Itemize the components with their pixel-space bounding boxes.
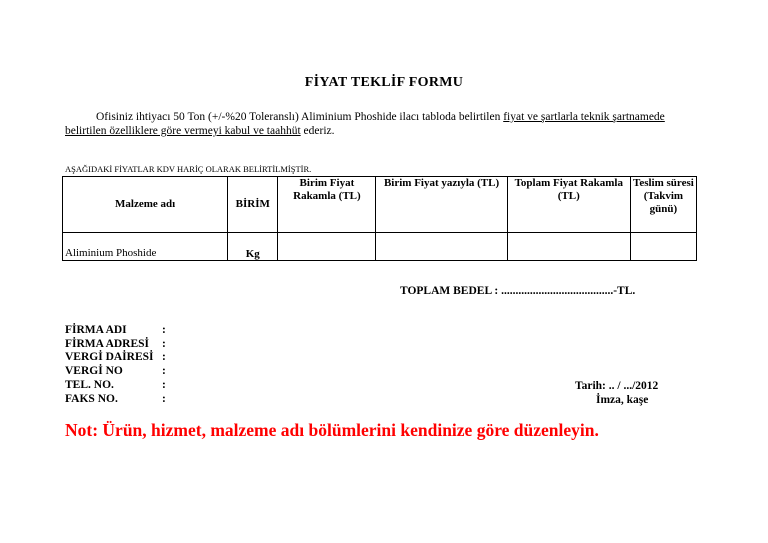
field-colon: : <box>162 365 166 378</box>
field-colon: : <box>162 337 166 350</box>
intro-paragraph <box>65 110 665 138</box>
table-header-row <box>63 177 697 233</box>
table-row <box>63 233 697 261</box>
header-total-price: Toplam Fiyat Rakamla (TL) <box>507 177 630 233</box>
field-colon: : <box>162 378 166 391</box>
cell-unit-price-written[interactable] <box>376 233 507 261</box>
signature-line: İmza, kaşe <box>596 394 649 406</box>
total-amount-line: TOPLAM BEDEL : .......................................-TL. <box>400 285 636 297</box>
fax-label: FAKS NO. <box>65 392 118 405</box>
company-address-label: FİRMA ADRESİ <box>65 337 150 350</box>
cell-total-price[interactable] <box>507 233 630 261</box>
cell-material-name: Aliminium Phoshide <box>63 233 228 261</box>
company-info-block <box>65 324 166 406</box>
company-field-row <box>65 351 166 365</box>
header-material-name: Malzeme adı <box>63 177 228 233</box>
field-colon: : <box>162 392 166 405</box>
company-field-row <box>65 379 166 393</box>
field-colon: : <box>162 351 166 364</box>
field-colon: : <box>162 324 166 336</box>
phone-label: TEL. NO. <box>65 378 114 391</box>
vat-note: AŞAĞIDAKİ FİYATLAR KDV HARİÇ OLARAK BELİRTİLMİŞTİR. <box>65 164 312 174</box>
form-title: FİYAT TEKLİF FORMU <box>304 75 464 90</box>
red-note: Not: Ürün, hizmet, malzeme adı bölümlerini kendinize göre düzenleyin. <box>65 420 599 440</box>
company-field-row <box>65 393 166 407</box>
intro-end-text: ederiz. <box>300 125 335 137</box>
intro-text: Ofisiniz ihtiyacı 50 Ton (+/-%20 Toleranslı) Aliminium Phoshide ilacı tabloda belirtilen <box>96 111 504 123</box>
company-name-label: FİRMA ADI <box>65 324 127 336</box>
header-delivery-time: Teslim süresi (Takvim günü) <box>630 177 696 233</box>
intro-underlined-text: fiyat ve şartlarla teknik şartnamede belirtilen özelliklere göre vermeyi kabul ve taahhüt <box>65 111 665 137</box>
cell-delivery-time[interactable] <box>630 233 696 261</box>
date-line: Tarih: .. / .../2012 <box>575 380 659 392</box>
tax-number-label: VERGİ NO <box>65 365 123 378</box>
price-table <box>62 176 697 261</box>
company-field-row <box>65 338 166 352</box>
cell-unit-price-numeric[interactable] <box>278 233 376 261</box>
header-unit-price-numeric: Birim Fiyat Rakamla (TL) <box>278 177 376 233</box>
header-unit-price-written: Birim Fiyat yazıyla (TL) <box>376 177 507 233</box>
tax-office-label: VERGİ DAİRESİ <box>65 351 154 364</box>
company-field-row <box>65 365 166 379</box>
company-field-row <box>65 324 166 338</box>
header-unit: BİRİM <box>228 177 278 233</box>
cell-unit: Kg <box>228 233 278 261</box>
